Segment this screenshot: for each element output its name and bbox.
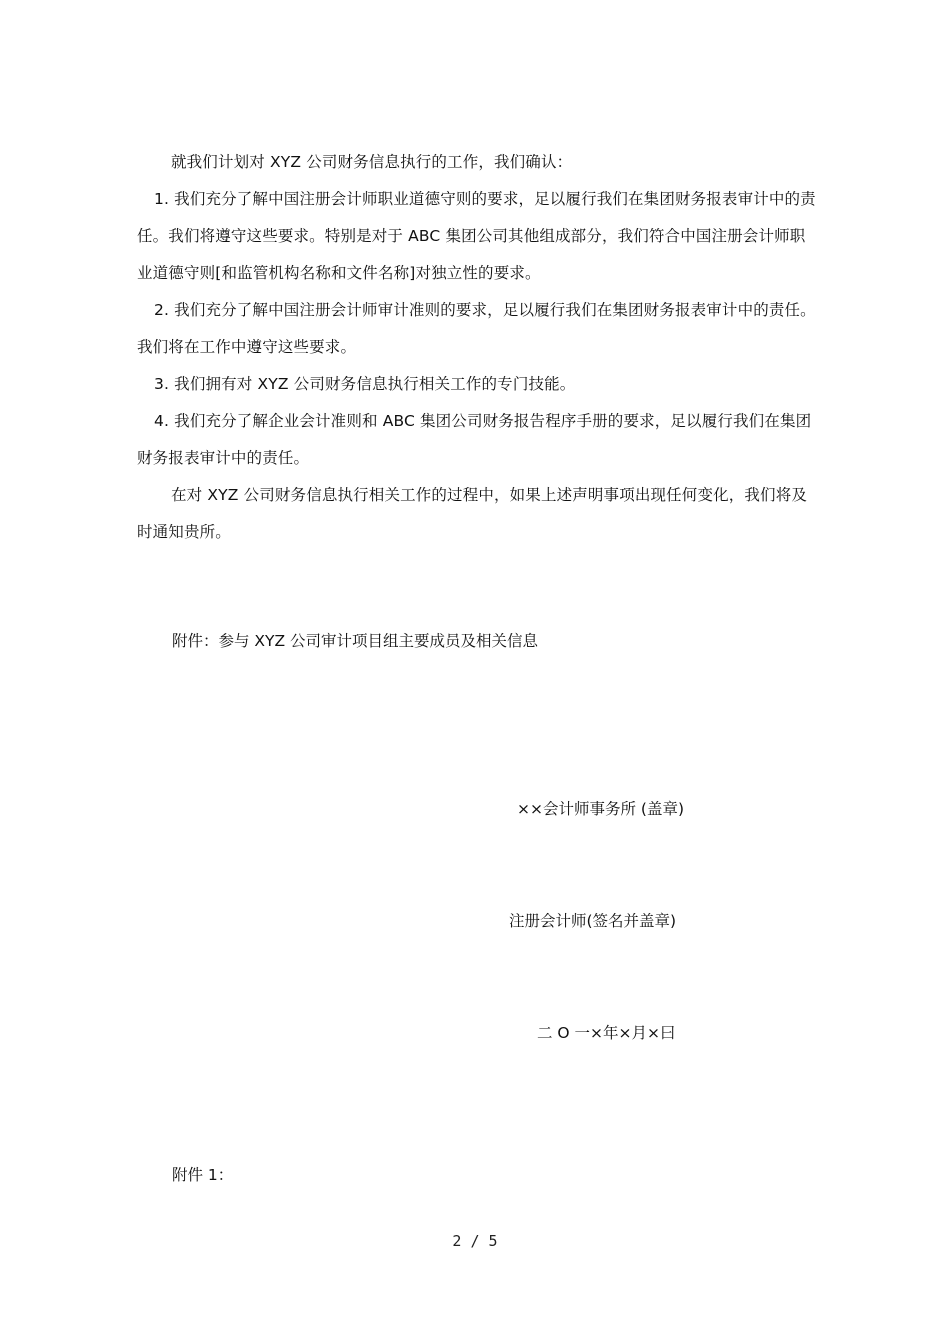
intro-paragraph: 就我们计划对 XYZ 公司财务信息执行的工作，我们确认：: [171, 153, 573, 171]
attachment-line: 附件：参与 XYZ 公司审计项目组主要成员及相关信息: [172, 632, 539, 650]
item-2-paragraph: 2. 我们充分了解中国注册会计师审计准则的要求，足以履行我们在集团财务报表审计中的责任。我们将在工作中遵守这些要求。: [137, 301, 816, 356]
page-number: 2 / 5: [452, 1232, 498, 1250]
item-4-paragraph: 4. 我们充分了解企业会计准则和 ABC 集团公司财务报告程序手册的要求，足以履行我们在集团财务报表审计中的责任。: [137, 412, 812, 467]
closing-paragraph: 在对 XYZ 公司财务信息执行相关工作的过程中，如果上述声明事项出现任何变化，我们将及时通知贵所。: [137, 486, 808, 541]
firm-seal-line: ××会计师事务所 (盖章): [517, 800, 684, 818]
cpa-signature-line: 注册会计师(签名并盖章): [509, 912, 677, 930]
attachment-1-heading: 附件 1：: [172, 1166, 234, 1184]
date-line: 二 O 一×年×月×曰: [537, 1024, 676, 1042]
item-1-paragraph: 1. 我们充分了解中国注册会计师职业道德守则的要求，足以履行我们在集团财务报表审计中的责任。我们将遵守这些要求。特别是对于 ABC 集团公司其他组成部分，我们符合中国注册会计师职业道德守则[和监管机构名称和文件名称]对独立性的要求。: [137, 190, 816, 282]
item-3-paragraph: 3. 我们拥有对 XYZ 公司财务信息执行相关工作的专门技能。: [154, 375, 576, 393]
